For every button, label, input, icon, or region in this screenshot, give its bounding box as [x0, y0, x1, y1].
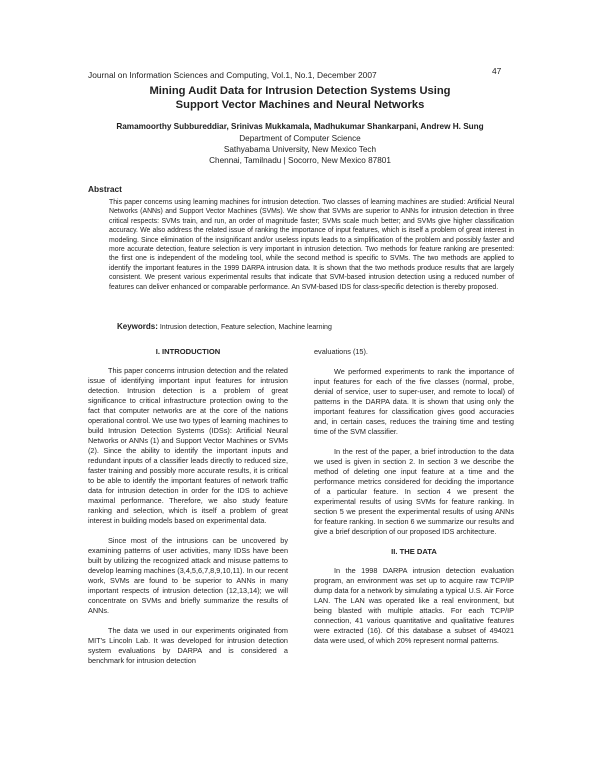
keywords-text: Intrusion detection, Feature selection, Machine learning: [159, 324, 332, 331]
title-line-2: Support Vector Machines and Neural Networks: [175, 99, 425, 111]
intro-paragraph-1: This paper concerns intrusion detection and the related issue of identifying important input features for intrusion detection. Intrusion detection is a problem of great significance to critical infrastructure protection owing to the fact that computer networks are at the core of the nations operational control. We use two types of learning machines to build Intrusion Detection Systems (IDSs): Artificial Neural Networks or ANNs (1) and Support Vector Machines or SVMs (2). Since the ability to identify the important inputs and redundant inputs of a classifier leads directly to reduced size, faster training and possibly more accurate results, it is critical to be able to identify the important features of network traffic data for intrusion detection in order for the IDS to achieve maximal performance. Therefore, we also study feature ranking and selection, which is itself a problem of great interest in building models based on experimental data.: [88, 366, 288, 525]
keywords-label: Keywords:: [117, 322, 158, 331]
affiliation-line: Sathyabama University, New Mexico Tech: [223, 145, 377, 154]
intro-paragraph-2: Since most of the intrusions can be uncovered by examining patterns of user activities, many IDSs have been built by utilizing the recognized attack and misuse patterns to develop learning machines (3,4,5,6,7,8,9,10,11). In our recent work, SVMs are found to be superior to ANNs in many important respects of intrusion detection (12,13,14); we will concentrate on SVMs and briefly summarize the results of ANNs.: [88, 536, 288, 615]
keywords: [117, 322, 332, 331]
right-column: [314, 347, 514, 656]
intro-paragraph-5: In the rest of the paper, a brief introduction to the data we used is given in section 2. In section 3 we describe the method of deleting one input feature at a time and the performance metrics considered for deciding the importance of a particular feature. In section 4 we present the experimental results of using SVMs for feature ranking. In section 5 we present the experimental results of using ANNs for feature ranking. In section 6 we summarize our results and give a brief description of our proposed IDS architecture.: [314, 447, 514, 536]
section-heading-introduction: I. INTRODUCTION: [155, 347, 221, 356]
title-line-1: Mining Audit Data for Intrusion Detection Systems Using: [149, 85, 451, 97]
section-heading-data: II. THE DATA: [391, 547, 437, 556]
affiliation: [60, 133, 540, 166]
left-column: [88, 347, 288, 676]
journal-header: Journal on Information Sciences and Computing, Vol.1, No.1, December 2007: [88, 70, 377, 80]
abstract-heading: Abstract: [88, 184, 122, 194]
intro-paragraph-3: The data we used in our experiments originated from MIT's Lincoln Lab. It was developed for intrusion detection system evaluations by DARPA and is considered a benchmark for intrusion detection: [88, 626, 288, 665]
affiliation-line: Department of Computer Science: [239, 134, 361, 143]
intro-paragraph-4: We performed experiments to rank the importance of input features for each of the five classes (normal, probe, denial of service, user to super-user, and remote to local) of patterns in the DARPA data. It is shown that using only the important features for classification gives good accuracies and, in certain cases, reduces the training time and testing time of the SVM classifier.: [314, 367, 514, 436]
page-number: 47: [492, 66, 502, 76]
abstract-text: This paper concerns using learning machines for intrusion detection. Two classes of learning machines are studied: Artificial Neural Networks (ANNs) and Support Vector Machines (SVMs). We show that SVMs are superior to ANNs for intrusion detection in three critical respects: SVMs train, and run, an order of magnitude faster; SVMs scale much better; and SVMs give higher classification accuracy. We also address the related issue of ranking the importance of input features, which is itself a problem of great interest in modeling. Since elimination of the insignificant and/or useless inputs leads to a simplification of the problem and possibly faster and more accurate detection, feature selection is very important in intrusion detection. Two methods for feature ranking are presented: the first one is independent of the modeling tool, while the second method is specific to SVMs. The two methods are applied to identify the important features in the 1999 DARPA intrusion data. It is shown that the two methods produce results that are largely consistent. We present various experimental results that indicate that SVM-based intrusion detection using a reduced number of features can deliver enhanced or comparable performance. An SVM-based IDS for class-specific detection is thereby proposed.: [109, 199, 514, 291]
data-paragraph-1: In the 1998 DARPA intrusion detection evaluation program, an environment was set up to acquire raw TCP/IP dump data for a network by simulating a typical U.S. Air Force LAN. The LAN was operated like a real environment, but being blasted with multiple attacks. For each TCP/IP connection, 41 various quantitative and qualitative features were extracted (16). Of this database a subset of 494021 data were used, of which 20% represent normal patterns.: [314, 566, 514, 645]
intro-paragraph-3-continued: evaluations (15).: [314, 347, 368, 356]
paper-title: [60, 84, 540, 112]
affiliation-line: Chennai, Tamilnadu | Socorro, New Mexico 87801: [209, 156, 391, 165]
author-list: Ramamoorthy Subbureddiar, Srinivas Mukkamala, Madhukumar Shankarpani, Andrew H. Sung: [116, 122, 484, 131]
